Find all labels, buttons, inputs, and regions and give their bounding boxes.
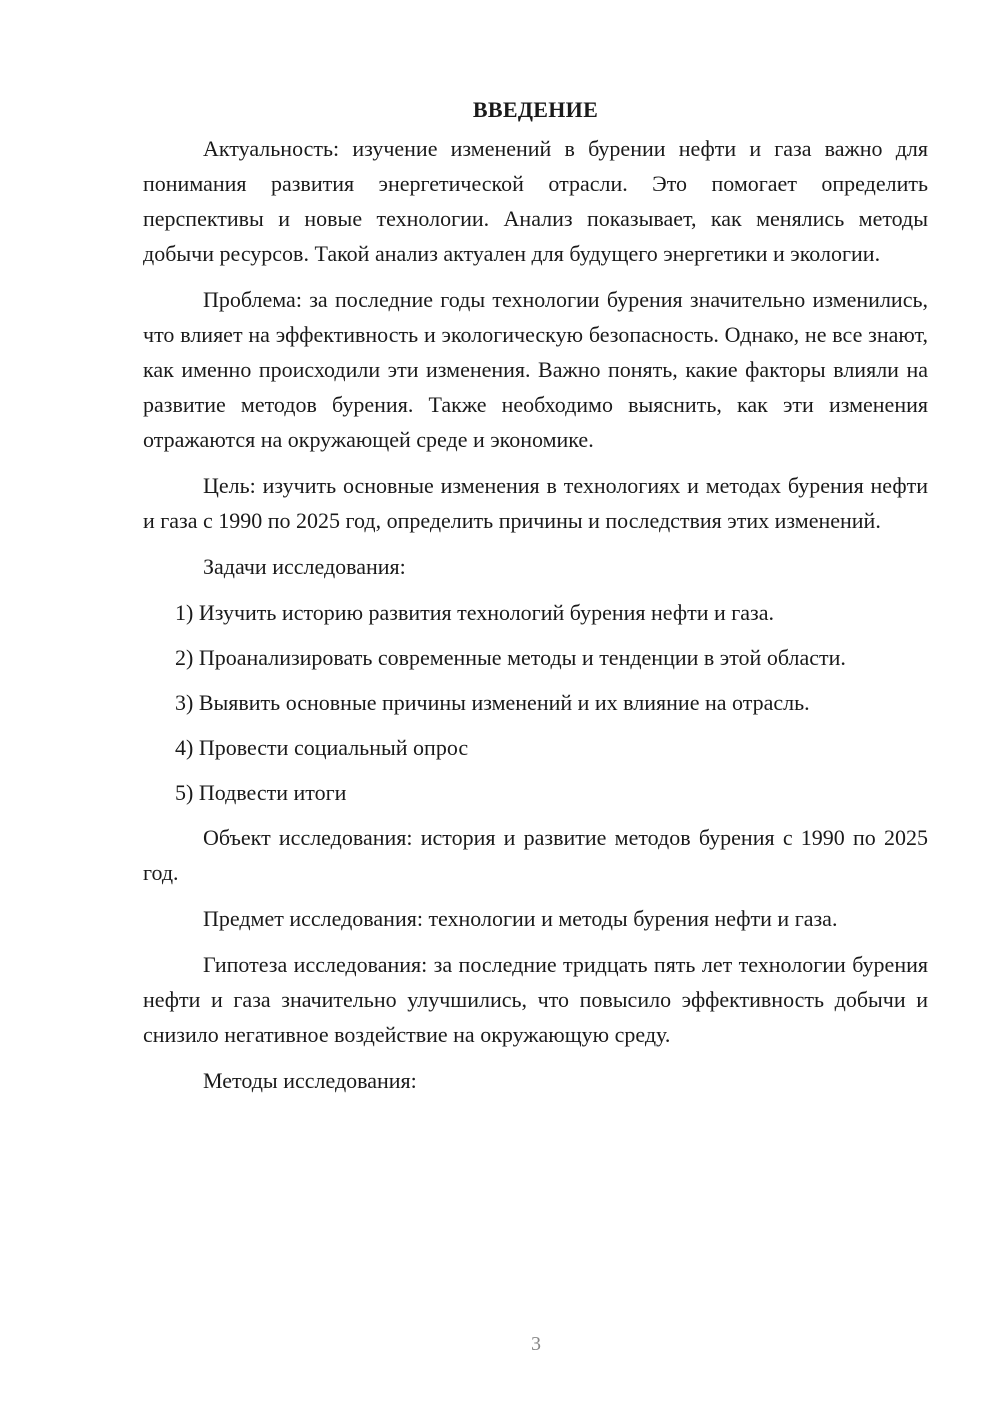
- page-number: 3: [531, 1333, 541, 1355]
- paragraph-object: Объект исследования: история и развитие методов бурения с 1990 по 2025 год.: [143, 825, 928, 885]
- task-item: 4) Провести социальный опрос: [175, 735, 469, 760]
- document-page: [143, 92, 928, 1109]
- task-item: 1) Изучить историю развития технологий бурения нефти и газа.: [175, 600, 774, 625]
- paragraph-relevance: Актуальность: изучение изменений в бурении нефти и газа важно для понимания развития энергетической отрасли. Это помогает определить перспективы и новые технологии. Анализ показывает, как менялись методы добычи ресурсов. Такой анализ актуален для будущего энергетики и экологии.: [143, 136, 928, 266]
- paragraph-methods-heading: Методы исследования:: [203, 1068, 417, 1093]
- task-item: 2) Проанализировать современные методы и тенденции в этой области.: [175, 645, 846, 670]
- paragraph-hypothesis: Гипотеза исследования: за последние тридцать пять лет технологии бурения нефти и газа значительно улучшились, что повысило эффективность добычи и снизило негативное воздействие на окружающую среду.: [143, 952, 928, 1047]
- paragraph-subject: Предмет исследования: технологии и методы бурения нефти и газа.: [203, 906, 838, 931]
- page-title: ВВЕДЕНИЕ: [472, 97, 599, 122]
- task-item: 3) Выявить основные причины изменений и их влияние на отрасль.: [175, 690, 810, 715]
- paragraph-goal: Цель: изучить основные изменения в технологиях и методах бурения нефти и газа с 1990 по 2025 год, определить причины и последствия этих изменений.: [143, 473, 928, 533]
- paragraph-problem: Проблема: за последние годы технологии бурения значительно изменились, что влияет на эффективность и экологическую безопасность. Однако, не все знают, как именно происходили эти изменения. Важно понять, какие факторы влияли на развитие методов бурения. Также необходимо выяснить, как эти изменения отражаются на окружающей среде и экономике.: [143, 287, 928, 452]
- paragraph-tasks-heading: Задачи исследования:: [203, 554, 406, 579]
- task-item: 5) Подвести итоги: [175, 780, 347, 805]
